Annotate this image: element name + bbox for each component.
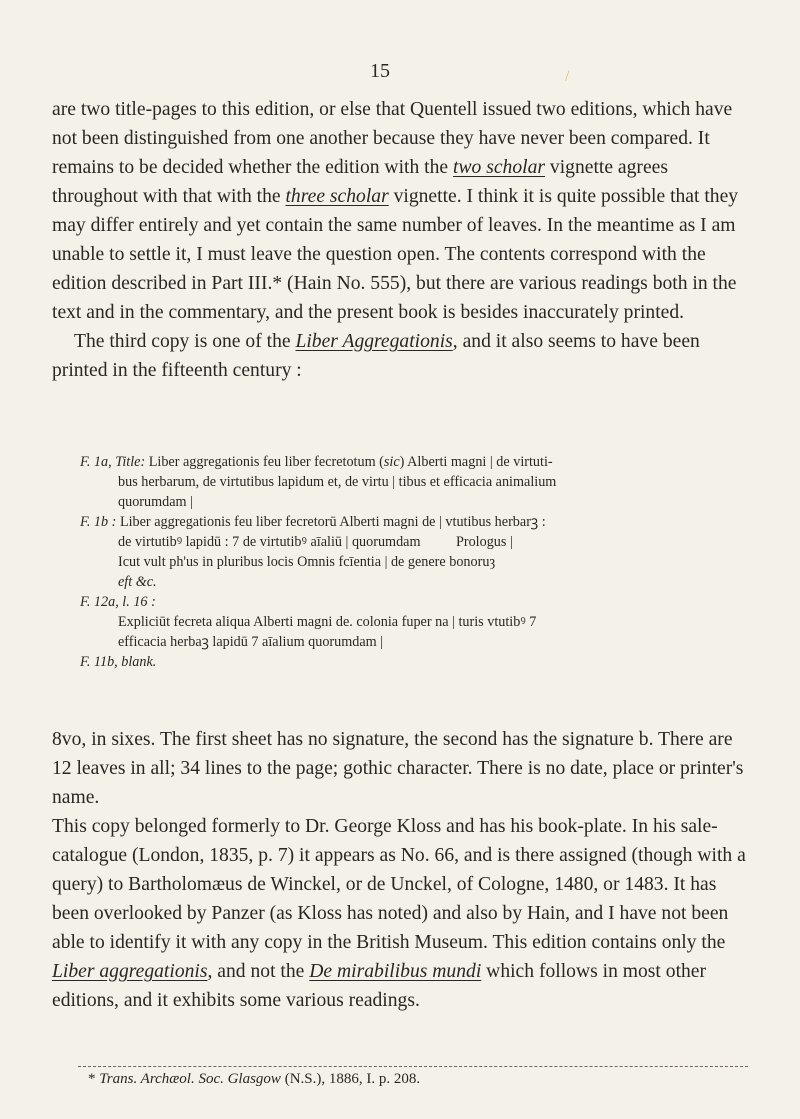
paragraph-4 xyxy=(52,812,750,1015)
para4-text-c: which follows in most other editions, and it exhibits some various readings. xyxy=(52,961,707,1011)
desc-cont-1b: quorumdam | xyxy=(118,494,193,510)
footnote-rest: (N.S.), 1886, I. p. 208. xyxy=(280,1071,421,1087)
paragraph-2 xyxy=(52,327,750,385)
para1-text-b: vignette agrees throughout with that with the xyxy=(52,157,668,207)
desc-cont-2b: Icut vult ph'us in pluribus locis Omnis fcīentia | de genere bonoruȝ xyxy=(118,554,496,570)
footnote-divider xyxy=(78,1066,748,1067)
desc-cont-3: efficacia herbaꝫ lapidū 7 aīalium quorumdam | xyxy=(118,634,384,650)
desc-entry-2 xyxy=(80,512,750,532)
para1-text-a: are two title-pages to this edition, or else that Quentell issued two editions, which have not been distinguished from one another because they have never been compared. It remains to be decided whether the edition with the xyxy=(52,99,733,178)
para4-text-a: This copy belonged formerly to Dr. George Kloss and has his book-plate. In his sale-catalogue (London, 1835, p. 7) it appears as No. 66, and is there assigned (though with a query) to Bartholomæus de Winckel, or de Unckel, of Cologne, 1480, or 1483. It has been overlooked by Panzer (as Kloss has noted) and also by Hain, and I have not been able to identify it with any copy in the British Museum. This edition contains only the xyxy=(52,816,746,953)
page-number: 15 xyxy=(370,60,390,82)
paragraph-3: 8vo, in sixes. The first sheet has no signature, the second has the signature b. There are 12 leaves in all; 34 lines to the page; gothic character. There is no date, place or printer's name. xyxy=(52,729,744,808)
desc-text-2: Liber aggregationis feu liber fecretorū Alberti magni de | vtutibus herbarꝫ : xyxy=(116,514,546,530)
para4-text-b: , and not the xyxy=(207,961,310,982)
desc-label-3: F. 12a, l. 16 : xyxy=(80,594,156,610)
desc-label-2: F. 1b : xyxy=(80,514,117,530)
desc-entry-1 xyxy=(80,452,750,472)
footnote xyxy=(88,1071,420,1088)
bibliographic-description xyxy=(80,452,750,672)
desc-label-4: F. 11b, blank. xyxy=(80,654,157,670)
desc-cont-1a: bus herbarum, de virtutibus lapidum et, de virtu | tibus et efficacia animalium xyxy=(118,474,557,490)
desc-text-1a: Liber aggregationis feu liber fecretotum ( xyxy=(145,454,384,470)
para2-italic-liber: Liber Aggregationis xyxy=(295,331,453,352)
desc-cont-2c: eft &c. xyxy=(118,574,157,590)
desc-sic: sic xyxy=(383,454,400,470)
paragraph-1 xyxy=(52,95,750,327)
para4-italic-de-mirabilibus: De mirabilibus mundi xyxy=(309,961,482,982)
desc-text-3: Expliciūt fecreta aliqua Alberti magni de. colonia fuper na | turis vtutibꝰ 7 xyxy=(118,614,537,630)
main-text xyxy=(52,95,750,385)
stray-mark: / xyxy=(565,68,570,85)
para1-text-c: vignette. I think it is quite possible that they may differ entirely and yet contain the same number of leaves. In the meantime as I am unable to settle it, I must leave the question open. The contents correspond with the edition described in Part III.* (Hain No. 555), but there are various readings both in the text and in the commentary, and the present book is besides inaccurately printed. xyxy=(52,186,739,323)
footnote-marker: * xyxy=(88,1071,100,1087)
desc-cont-2a: de virtutibꝰ lapidū : 7 de virtutibꝰ aīaliū | quorumdam Prologus | xyxy=(118,534,513,550)
desc-text-1b: ) Alberti magni | de virtuti- xyxy=(399,454,553,470)
para4-italic-liber: Liber aggregationis xyxy=(52,961,208,982)
para1-italic-three-scholar: three scholar xyxy=(285,186,389,207)
para1-italic-two-scholar: two scholar xyxy=(453,157,546,178)
main-text-2 xyxy=(52,725,750,1015)
para2-text-b: , and it also seems to have been printed in the fifteenth century : xyxy=(52,331,700,381)
desc-label-1: F. 1a, Title: xyxy=(80,454,146,470)
para2-text-a: The third copy is one of the xyxy=(74,331,296,352)
footnote-italic-title: Trans. Archæol. Soc. Glasgow xyxy=(99,1071,281,1087)
